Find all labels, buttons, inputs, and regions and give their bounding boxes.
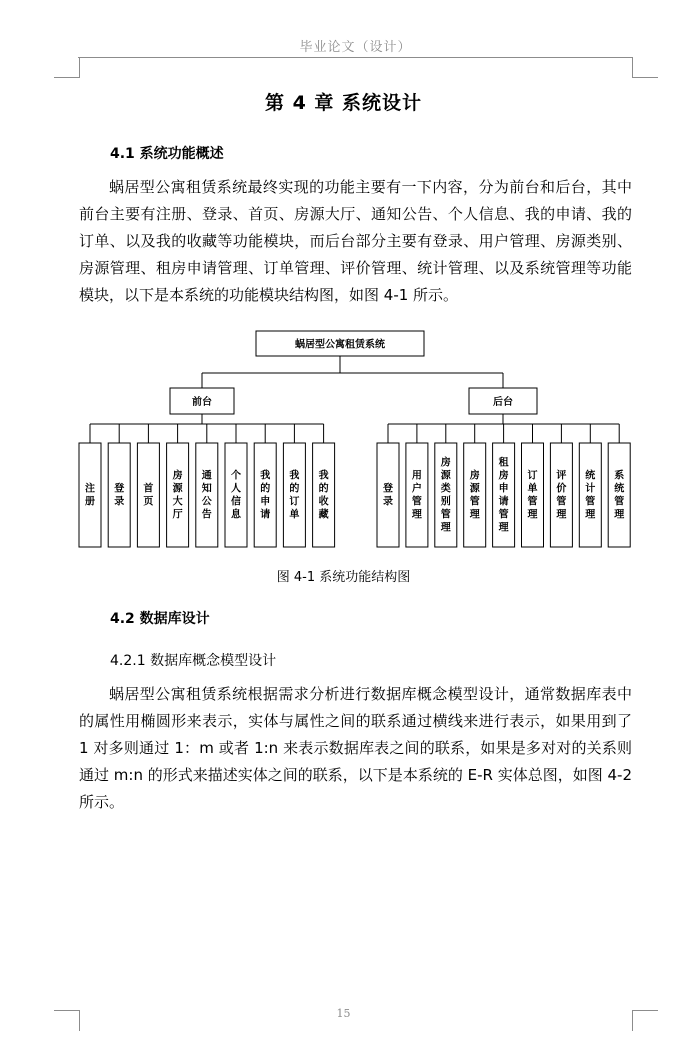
- back-module-box: [550, 443, 572, 547]
- front-module-label: 登录: [114, 483, 125, 508]
- front-module-box: [196, 443, 218, 547]
- paragraph-4-2-1: 蜗居型公寓租赁系统根据需求分析进行数据库概念模型设计，通常数据库表中的属性用椭圆形来表示，实体与属性之间的联系通过横线来进行表示，如果用到了 1 对多则通过 1：m 或者 1:n 来表示数据库表之间的联系，如果是多对对的关系则通过 m:n 的形式来描述实体之间的联系，以下是本系统的 E-R 实体总图，如图 4-2 所示。: [79, 685, 632, 811]
- page-number: 15: [336, 1007, 351, 1020]
- front-module-box: [137, 443, 159, 547]
- back-module-label: 订单管理: [527, 470, 538, 521]
- section-heading-4-2: 4.2 数据库设计: [110, 611, 210, 627]
- page-header: 毕业论文（设计）: [78, 36, 633, 58]
- paragraph-4-1: 蜗居型公寓租赁系统最终实现的功能主要有一下内容，分为前台和后台，其中前台主要有注册、登录、首页、房源大厅、通知公告、个人信息、我的申请、我的订单、以及我的收藏等功能模块，而后台部分主要有登录、用户管理、房源类别、房源管理、租房申请管理、订单管理、评价管理、统计管理、以及系统管理等功能模块，以下是本系统的功能模块结构图，如图 4-1 所示。: [79, 178, 632, 304]
- back-module-label: 统计管理: [585, 470, 596, 521]
- front-module-box: [79, 443, 101, 547]
- back-module-box: [377, 443, 399, 547]
- back-module-label: 登录: [383, 483, 393, 508]
- front-module-box: [254, 443, 276, 547]
- front-module-box: [313, 443, 335, 547]
- front-module-box: [225, 443, 247, 547]
- front-module-box: [167, 443, 189, 547]
- back-module-label: 租房申请管理: [498, 457, 509, 534]
- front-module-label: 我的订单: [289, 470, 300, 521]
- back-module-box: [522, 443, 544, 547]
- back-module-box: [608, 443, 630, 547]
- back-module-box: [579, 443, 601, 547]
- front-module-label: 个人信息: [231, 470, 241, 521]
- back-module-label: 评价管理: [556, 470, 567, 521]
- subsection-heading-4-2-1: 4.2.1 数据库概念模型设计: [110, 653, 277, 669]
- back-module-box: [406, 443, 428, 547]
- front-module-label: 房源大厅: [172, 470, 183, 521]
- back-node-label: 后台: [493, 397, 513, 408]
- back-module-box: [464, 443, 486, 547]
- back-module-label: 房源类别管理: [440, 457, 451, 534]
- figure-caption: 图 4-1 系统功能结构图: [276, 570, 411, 585]
- front-module-label: 我的收藏: [318, 470, 329, 521]
- front-module-label: 通知公告: [201, 470, 212, 521]
- front-module-box: [108, 443, 130, 547]
- front-module-label: 我的申请: [260, 470, 271, 521]
- section-heading-4-1: 4.1 系统功能概述: [110, 146, 224, 162]
- front-module-label: 首页: [143, 483, 154, 508]
- back-module-label: 用户管理: [411, 470, 422, 521]
- front-node-label: 前台: [192, 397, 212, 408]
- front-module-box: [283, 443, 305, 547]
- chapter-title: 第 4 章 系统设计: [264, 92, 423, 114]
- root-node-label: 蜗居型公寓租赁系统: [295, 339, 385, 351]
- front-module-label: 注册: [85, 483, 95, 508]
- back-module-label: 房源管理: [469, 470, 480, 521]
- back-module-label: 系统管理: [614, 470, 625, 521]
